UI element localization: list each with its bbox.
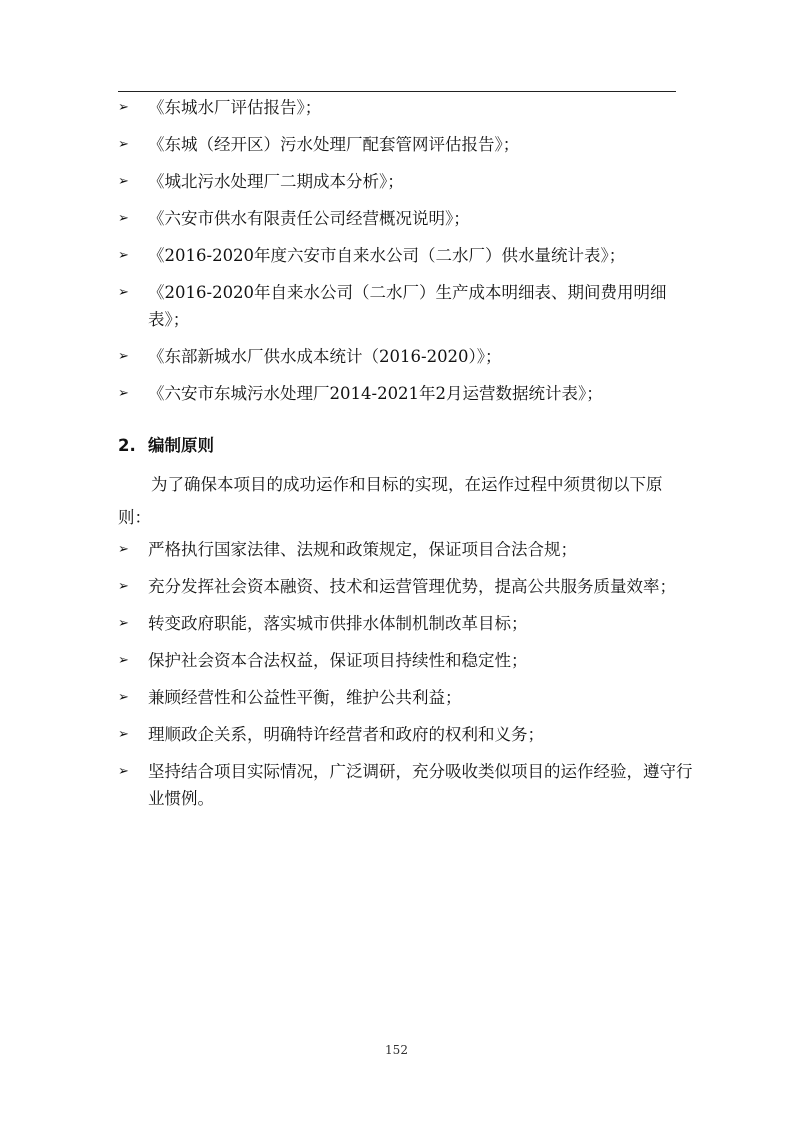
- arrow-bullet-icon: ➢: [118, 653, 129, 668]
- section-title: 编制原则: [148, 436, 214, 455]
- arrow-bullet-icon: ➢: [118, 690, 129, 705]
- list-item: [118, 536, 698, 563]
- arrow-bullet-icon: ➢: [118, 174, 129, 189]
- list-item: [118, 610, 698, 637]
- arrow-bullet-icon: ➢: [118, 285, 129, 300]
- arrow-bullet-icon: ➢: [118, 616, 129, 631]
- arrow-bullet-icon: ➢: [118, 349, 129, 364]
- arrow-bullet-icon: ➢: [118, 579, 129, 594]
- list-item-text: 坚持结合项目实际情况，广泛调研，充分吸收类似项目的运作经验，遵守行业惯例。: [148, 762, 693, 808]
- arrow-bullet-icon: ➢: [118, 727, 129, 742]
- list-item-text: 《城北污水处理厂二期成本分析》；: [148, 172, 404, 191]
- list-item: [118, 94, 698, 121]
- list-item: [118, 758, 698, 812]
- list-item: [118, 721, 698, 748]
- list-item-text: 《六安市供水有限责任公司经营概况说明》；: [148, 209, 470, 228]
- list-item: [118, 131, 698, 158]
- list-item: [118, 647, 698, 674]
- list-item: [118, 168, 698, 195]
- list-item: [118, 205, 698, 232]
- list-item-text: 充分发挥社会资本融资、技术和运营管理优势，提高公共服务质量效率；: [148, 577, 676, 596]
- section-heading: [118, 432, 214, 459]
- list-item-text: 《东城（经开区）污水处理厂配套管网评估报告》；: [148, 135, 520, 154]
- arrow-bullet-icon: ➢: [118, 137, 129, 152]
- arrow-bullet-icon: ➢: [118, 386, 129, 401]
- intro-paragraph: 为了确保本项目的成功运作和目标的实现，在运作过程中须贯彻以下原则：: [118, 475, 663, 527]
- list-item-text: 转变政府职能，落实城市供排水体制机制改革目标；: [148, 614, 528, 633]
- list-item-text: 《东城水厂评估报告》；: [148, 98, 322, 117]
- arrow-bullet-icon: ➢: [118, 248, 129, 263]
- list-item: [118, 684, 698, 711]
- section-number: 2.: [118, 436, 136, 455]
- list-item-text: 理顺政企关系，明确特许经营者和政府的权利和义务；: [148, 725, 544, 744]
- list-item-text: 《六安市东城污水处理厂2014-2021年2月运营数据统计表》；: [148, 384, 603, 403]
- list-item: [118, 279, 698, 333]
- list-item: [118, 242, 698, 269]
- arrow-bullet-icon: ➢: [118, 100, 129, 115]
- list-item-text: 保护社会资本合法权益，保证项目持续性和稳定性；: [148, 651, 528, 670]
- list-item: [118, 380, 698, 407]
- list-item: [118, 573, 698, 600]
- arrow-bullet-icon: ➢: [118, 211, 129, 226]
- list-item-text: 兼顾经营性和公益性平衡，维护公共利益；: [148, 688, 462, 707]
- list-item-text: 《2016-2020年自来水公司（二水厂）生产成本明细表、期间费用明细表》；: [148, 283, 667, 329]
- list-item-text: 《东部新城水厂供水成本统计（2016-2020）》；: [148, 347, 502, 366]
- principles-list: [118, 536, 698, 822]
- page-number: 152: [385, 1043, 408, 1057]
- list-item-text: 《2016-2020年度六安市自来水公司（二水厂）供水量统计表》；: [148, 246, 626, 265]
- reference-list: [118, 94, 698, 417]
- list-item: [118, 343, 698, 370]
- header-rule: [118, 91, 676, 92]
- arrow-bullet-icon: ➢: [118, 542, 129, 557]
- list-item-text: 严格执行国家法律、法规和政策规定，保证项目合法合规；: [148, 540, 577, 559]
- arrow-bullet-icon: ➢: [118, 764, 129, 779]
